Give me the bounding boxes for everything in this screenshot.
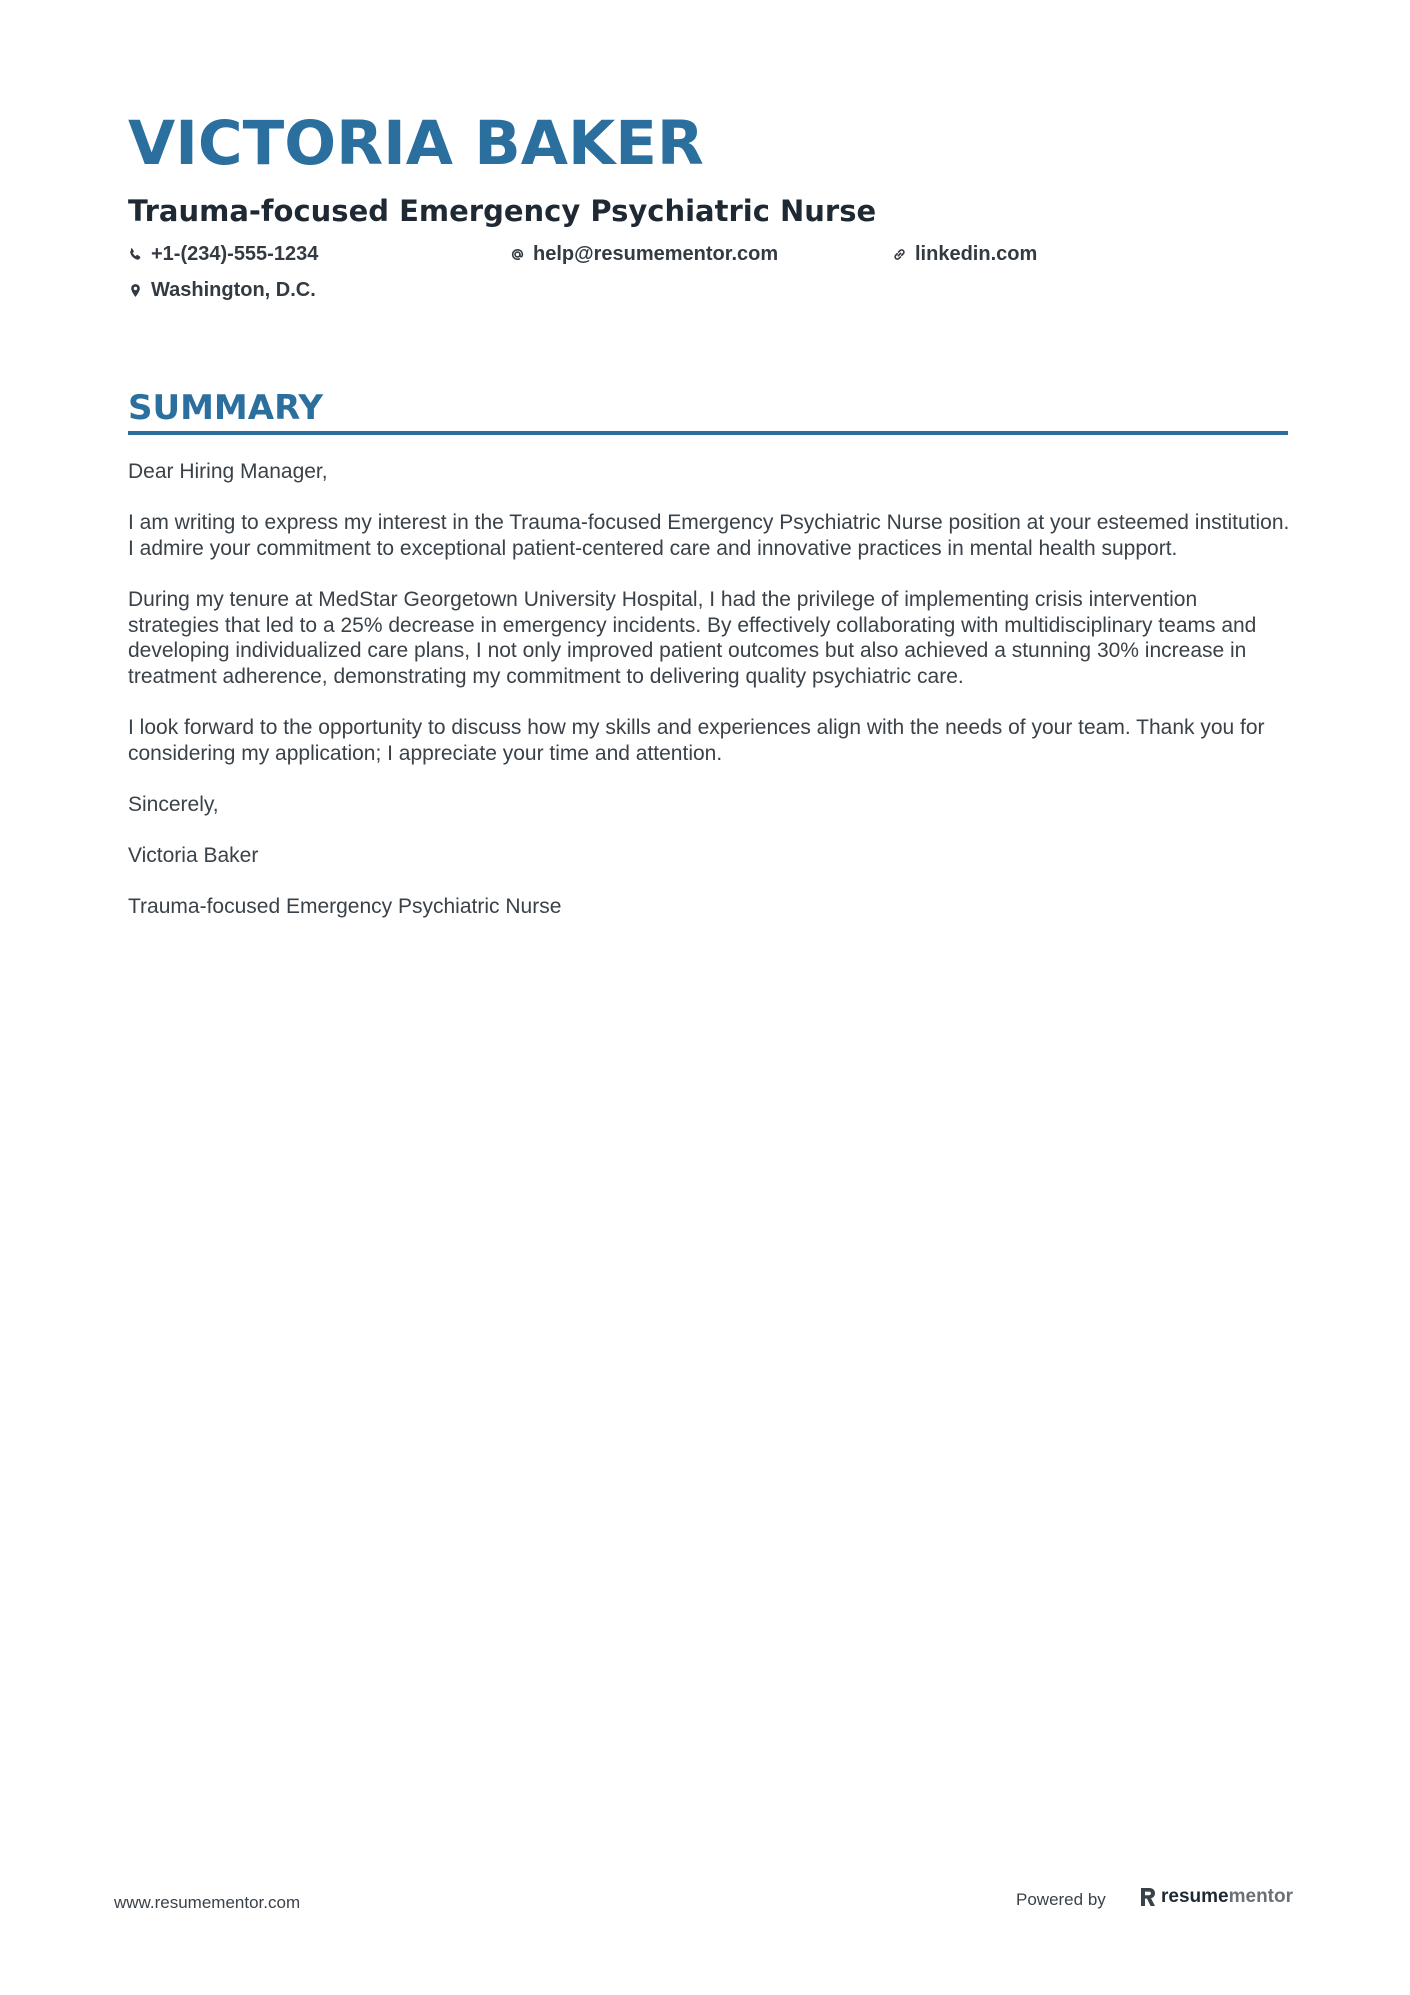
contact-location bbox=[128, 277, 316, 303]
brand-text-mentor: mentor bbox=[1228, 1886, 1294, 1907]
closing: Sincerely, bbox=[128, 792, 219, 816]
linkedin-text: linkedin.com bbox=[915, 243, 1038, 265]
section-divider bbox=[128, 431, 1288, 435]
resumementor-logo-icon bbox=[1139, 1886, 1157, 1908]
signature-title: Trauma-focused Emergency Psychiatric Nurse bbox=[128, 895, 562, 919]
location-text: Washington, D.C. bbox=[151, 279, 316, 301]
email-text: help@resumementor.com bbox=[533, 243, 779, 265]
letter-body bbox=[128, 459, 1290, 945]
candidate-name: VICTORIA BAKER bbox=[128, 108, 704, 179]
brand-logo[interactable] bbox=[1139, 1884, 1293, 1910]
phone-text: +1-(234)-555-1234 bbox=[151, 243, 319, 265]
brand-text-resume: resume bbox=[1161, 1886, 1229, 1907]
at-icon bbox=[510, 247, 525, 262]
phone-icon bbox=[128, 247, 143, 262]
footer-url[interactable]: www.resumementor.com bbox=[114, 1893, 301, 1912]
signature-name: Victoria Baker bbox=[128, 843, 259, 867]
link-icon bbox=[892, 247, 907, 262]
location-pin-icon bbox=[128, 283, 143, 298]
letter-paragraph: I am writing to express my interest in the Trauma-focused Emergency Psychiatric Nurse position at your esteemed institution. I admire your commitment to exceptional patient-centered care and innovative practices in mental health support. bbox=[128, 511, 1290, 560]
contact-phone bbox=[128, 241, 318, 267]
summary-heading: SUMMARY bbox=[128, 388, 324, 428]
letter-paragraph: I look forward to the opportunity to discuss how my skills and experiences align with the needs of your team. Thank you for considering my application; I appreciate your time and attention. bbox=[128, 715, 1265, 765]
powered-by-label: Powered by bbox=[1016, 1890, 1106, 1909]
candidate-title: Trauma-focused Emergency Psychiatric Nurse bbox=[128, 194, 877, 228]
contact-linkedin[interactable] bbox=[892, 241, 1037, 267]
letter-paragraph: During my tenure at MedStar Georgetown University Hospital, I had the privilege of implementing crisis intervention strategies that led to a 25% decrease in emergency incidents. By effectively collaborating with multidisciplinary teams and developing individualized care plans, I not only improved patient outcomes but also achieved a stunning 30% increase in treatment adherence, demonstrating my commitment to delivering quality psychiatric care. bbox=[128, 587, 1257, 688]
contact-email[interactable] bbox=[510, 241, 778, 267]
salutation: Dear Hiring Manager, bbox=[128, 460, 328, 483]
